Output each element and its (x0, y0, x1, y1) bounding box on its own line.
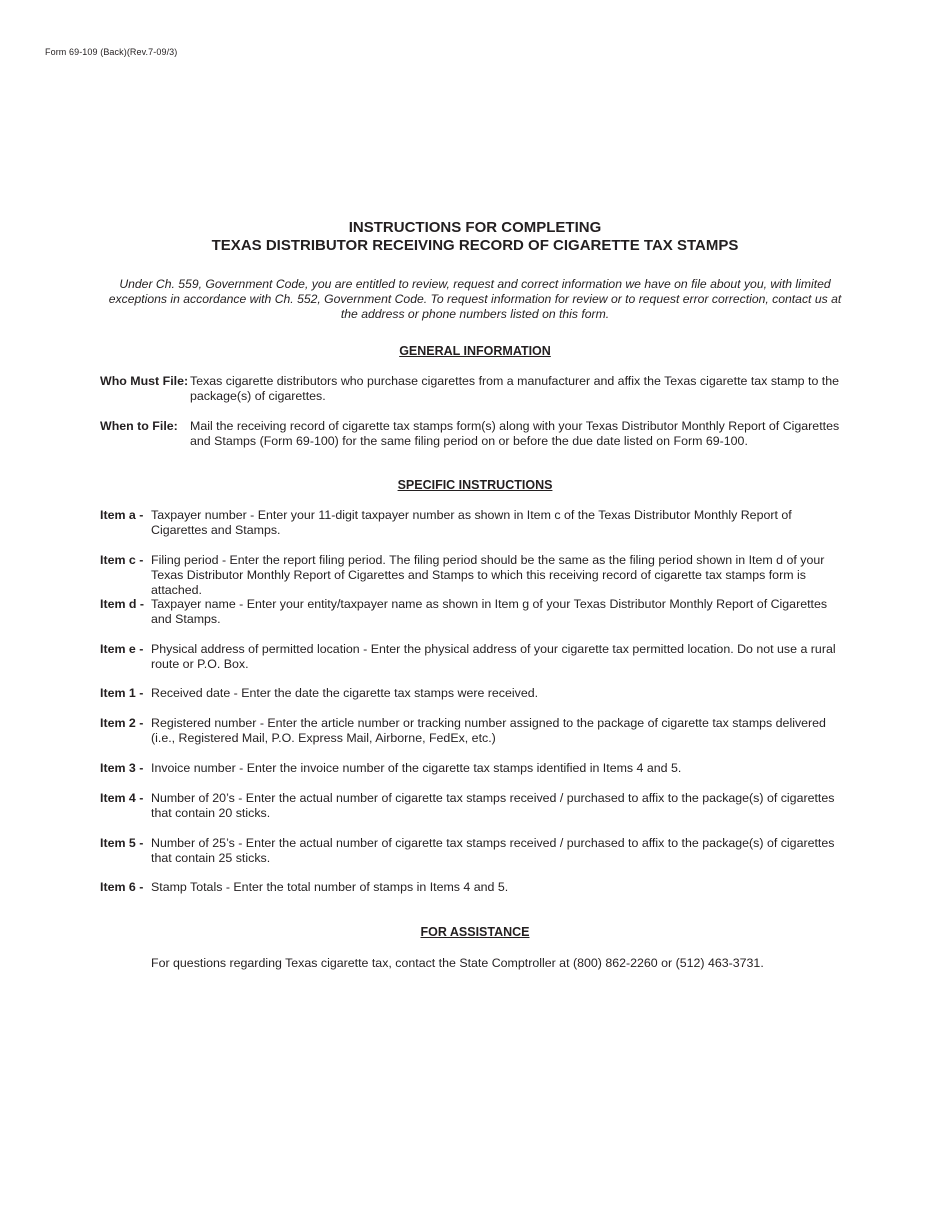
item-text: Taxpayer name - Enter your entity/taxpayer name as shown in Item g of your Texas Distributor Monthly Report of Cigarettes and Stamps. (151, 597, 828, 626)
item-label: Item d - (100, 597, 145, 611)
instruction-item-1 (100, 686, 850, 701)
item-text: Invoice number - Enter the invoice number of the cigarette tax stamps identified in Items 4 and 5. (151, 761, 682, 775)
item-text: Registered number - Enter the article number or tracking number assigned to the package of cigarette tax stamps delivered (i.e., Registered Mail, P.O. Express Mail, Airborne, FedEx, etc.) (151, 716, 826, 745)
item-label: Item 5 - (100, 836, 144, 850)
item-text: Number of 25’s - Enter the actual number of cigarette tax stamps received / purchased to affix to the package(s) of cigarettes that contain 25 sticks. (151, 836, 835, 865)
instruction-item-e (100, 642, 850, 672)
item-label: Item 1 - (100, 686, 144, 700)
for-assistance-heading: FOR ASSISTANCE (420, 925, 530, 939)
form-id: Form 69-109 (Back)(Rev.7-09/3) (45, 47, 178, 57)
when-to-file-label: When to File: (100, 419, 178, 433)
item-text: Taxpayer number - Enter your 11-digit taxpayer number as shown in Item c of the Texas Distributor Monthly Report of Cigarettes and Stamps. (151, 508, 792, 537)
title-line-2: TEXAS DISTRIBUTOR RECEIVING RECORD OF CIGARETTE TAX STAMPS (211, 237, 739, 254)
item-label: Item 3 - (100, 761, 144, 775)
instruction-item-5 (100, 836, 850, 866)
instruction-item-3 (100, 761, 850, 776)
privacy-notice: Under Ch. 559, Government Code, you are entitled to review, request and correct information we have on file about you, with limited exceptions in accordance with Ch. 552, Government Code. To request information for review or to request error correction, contact us at the address or phone numbers listed on this form. (108, 277, 842, 321)
instruction-item-a (100, 508, 850, 538)
item-text: Number of 20’s - Enter the actual number of cigarette tax stamps received / purchased to affix to the package(s) of cigarettes that contain 20 sticks. (151, 791, 835, 820)
item-text: Filing period - Enter the report filing period. The filing period should be the same as the filing period shown in Item d of your Texas Distributor Monthly Report of Cigarettes and Stamps to which this receiving record of cigarette tax stamps form is attached. (151, 553, 825, 597)
item-text: Physical address of permitted location - Enter the physical address of your cigarette tax permitted location. Do not use a rural route or P.O. Box. (151, 642, 836, 671)
title-line-1: INSTRUCTIONS FOR COMPLETING (348, 219, 602, 236)
who-must-file (100, 374, 850, 404)
instruction-item-6 (100, 880, 850, 895)
instruction-item-c (100, 553, 850, 598)
item-label: Item a - (100, 508, 144, 522)
instruction-item-2 (100, 716, 850, 746)
who-must-file-text: Texas cigarette distributors who purchase cigarettes from a manufacturer and affix the Texas cigarette tax stamp to the package(s) of cigarettes. (190, 374, 839, 403)
item-label: Item 6 - (100, 880, 144, 894)
general-information-heading: GENERAL INFORMATION (399, 344, 551, 358)
when-to-file (100, 419, 850, 449)
item-label: Item 4 - (100, 791, 144, 805)
item-label: Item c - (100, 553, 144, 567)
item-text: Received date - Enter the date the cigarette tax stamps were received. (151, 686, 539, 700)
specific-instructions-heading: SPECIFIC INSTRUCTIONS (397, 478, 553, 492)
who-must-file-label: Who Must File: (100, 374, 189, 388)
item-label: Item e - (100, 642, 144, 656)
page-title (0, 219, 950, 255)
instruction-item-d (100, 597, 850, 627)
assistance-text: For questions regarding Texas cigarette tax, contact the State Comptroller at (800) 862-2260 or (512) 463-3731. (151, 956, 764, 970)
instruction-item-4 (100, 791, 850, 821)
item-text: Stamp Totals - Enter the total number of stamps in Items 4 and 5. (151, 880, 509, 894)
item-label: Item 2 - (100, 716, 144, 730)
when-to-file-text: Mail the receiving record of cigarette tax stamps form(s) along with your Texas Distributor Monthly Report of Cigarettes and Stamps (Form 69-100) for the same filing period on or before the due date listed on Form 69-100. (190, 419, 840, 448)
